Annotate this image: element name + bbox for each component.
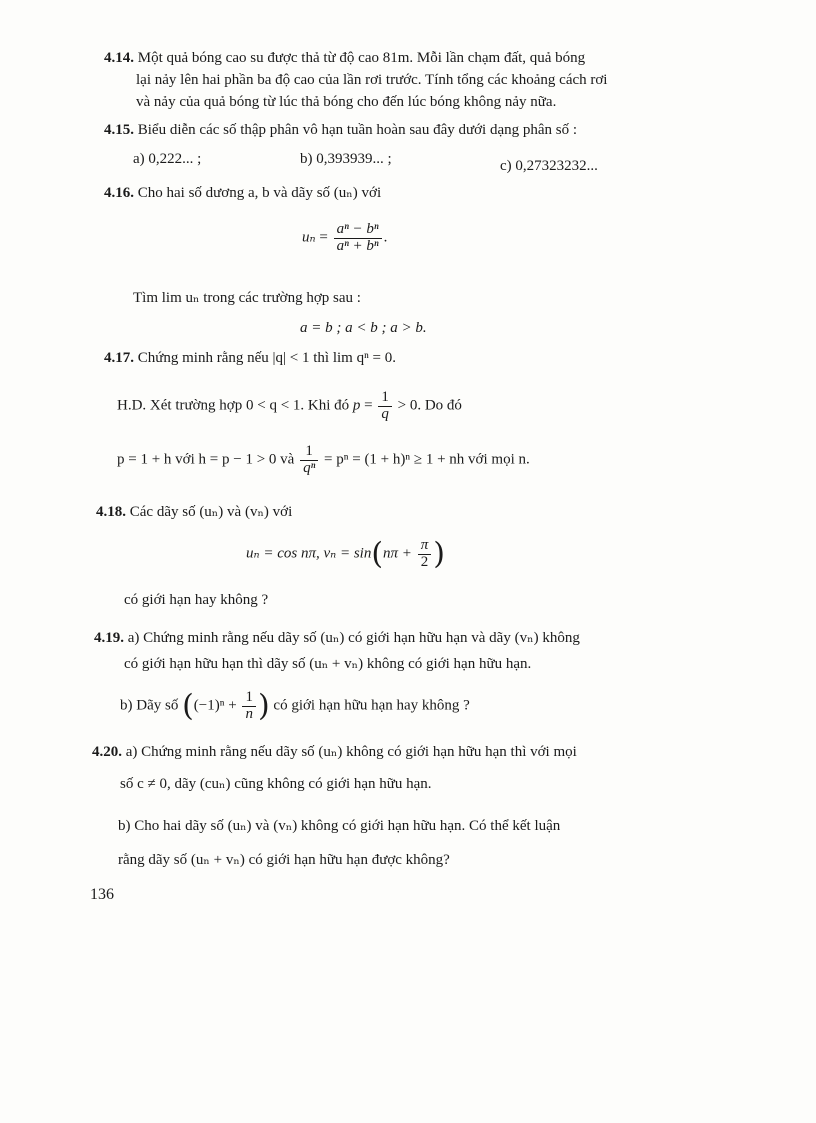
formula-u-n: uₙ = $\frac{\text{aⁿ − bⁿ}}{\text{aⁿ + bⁿ}}$ .	[302, 221, 388, 254]
exercise-4-16-find: Tìm lim uₙ trong các trường hợp sau :	[133, 290, 361, 306]
exercise-4-14-line-1: 4.14. Một quả bóng cao su được thả từ độ cao 81m. Mỗi lần chạm đất, quả bóng	[104, 50, 586, 66]
page-number: 136	[90, 886, 114, 903]
fraction: $\frac{\text{aⁿ − bⁿ}}{\text{aⁿ + bⁿ}}$	[334, 222, 382, 255]
exercise-number: 4.19.	[94, 630, 124, 646]
exercise-number: 4.18.	[96, 504, 126, 520]
exercise-number: 4.20.	[92, 744, 122, 760]
formula-cos-sin: uₙ = cos nπ, vₙ = sin(nπ + $\frac{\pi}{2}$ )	[246, 536, 445, 572]
exercise-4-20-a-line-2: số c ≠ 0, dãy (cuₙ) cũng không có giới hạn hữu hạn.	[120, 776, 432, 792]
exercise-number: 4.16.	[104, 185, 134, 201]
exercise-4-14-line-2: lại nảy lên hai phần ba độ cao của lần rơi trước. Tính tổng các khoảng cách rơi	[136, 72, 608, 88]
exercise-4-20-a-line-1: 4.20. a) Chứng minh rằng nếu dãy số (uₙ) không có giới hạn hữu hạn thì với mọi	[92, 744, 577, 760]
exercise-number: 4.17.	[104, 350, 134, 366]
fraction-one-over-n: $\frac{1}{n}$	[242, 690, 256, 723]
fraction-one-over-q: $\frac{1}{q}$	[378, 390, 392, 423]
exercise-4-17-hint-2: p = 1 + h với h = p − 1 > 0 và $\frac{1}{\text{qⁿ}}$ = pⁿ = (1 + h)ⁿ ≥ 1 + nh với mọi n.	[117, 443, 530, 476]
exercise-4-17-line-1: 4.17. Chứng minh rằng nếu |q| < 1 thì lim qⁿ = 0.	[104, 350, 397, 366]
exercise-4-15-c: c) 0,27323232...	[500, 158, 598, 174]
exercise-4-16-cases: a = b ; a < b ; a > b.	[300, 320, 427, 336]
exercise-4-19-a-line-1: 4.19. a) Chứng minh rằng nếu dãy số (uₙ) có giới hạn hữu hạn và dãy (vₙ) không	[94, 630, 580, 646]
exercise-4-19-a-line-2: có giới hạn hữu hạn thì dãy số (uₙ + vₙ) không có giới hạn hữu hạn.	[124, 656, 532, 672]
fraction-pi-over-2: $\frac{\pi}{2}$	[418, 538, 432, 571]
exercise-4-20-b-line-2: rằng dãy số (uₙ + vₙ) có giới hạn hữu hạn được không?	[118, 852, 450, 868]
exercise-4-19-b: b) Dãy số ((−1)ⁿ + $\frac{1}{n}$ ) có giới hạn hữu hạn hay không ?	[120, 688, 470, 724]
exercise-4-15-b: b) 0,393939... ;	[300, 151, 392, 167]
exercise-4-15-a: a) 0,222... ;	[133, 151, 202, 167]
exercise-4-16-line-1: 4.16. Cho hai số dương a, b và dãy số (uₙ) với	[104, 185, 382, 201]
exercise-number: 4.15.	[104, 122, 134, 138]
exercise-4-14-line-3: và nảy của quả bóng từ lúc thả bóng cho đến lúc bóng không nảy nữa.	[136, 94, 557, 110]
exercise-4-18-line-1: 4.18. Các dãy số (uₙ) và (vₙ) với	[96, 504, 293, 520]
exercise-4-18-line-2: có giới hạn hay không ?	[124, 592, 269, 608]
exercise-number: 4.14.	[104, 50, 134, 66]
fraction-one-over-q-n: $\frac{1}{\text{qⁿ}}$	[300, 444, 318, 477]
exercise-4-17-hint-1: H.D. Xét trường hợp 0 < q < 1. Khi đó p = $\frac{1}{q}$ > 0. Do đó	[117, 389, 462, 422]
exercise-4-20-b-line-1: b) Cho hai dãy số (uₙ) và (vₙ) không có giới hạn hữu hạn. Có thể kết luận	[118, 818, 561, 834]
exercise-4-15-line-1: 4.15. Biểu diễn các số thập phân vô hạn tuần hoàn sau đây dưới dạng phân số :	[104, 122, 578, 138]
